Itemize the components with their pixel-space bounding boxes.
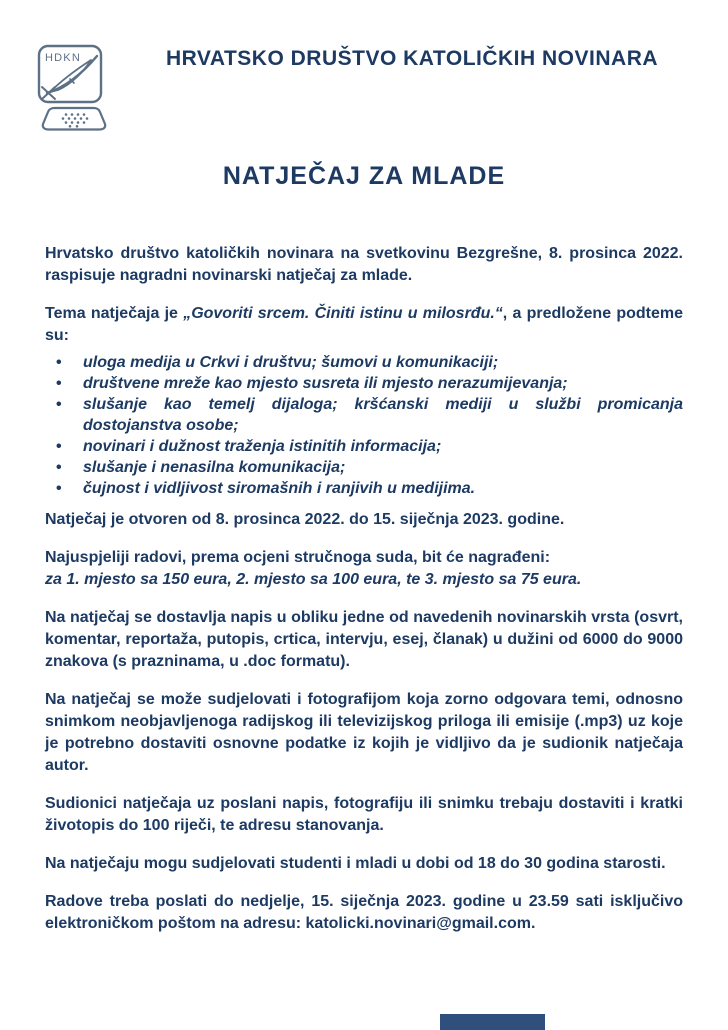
subtopic-item: • slušanje kao temelj dijaloga; kršćanski mediji u službi promicanja dostojanstva osobe; xyxy=(45,394,683,436)
paragraph-theme xyxy=(45,303,683,347)
deadline-period: . xyxy=(530,915,536,932)
hdkn-logo xyxy=(36,43,112,133)
subtopic-item: • slušanje i nenasilna komunikacija; xyxy=(45,457,683,478)
paragraph-awards xyxy=(45,547,683,591)
subtopic-item: • novinari i dužnost traženja istinitih informacija; xyxy=(45,436,683,457)
theme-prefix: Tema natječaja je xyxy=(45,305,184,322)
quill-monitor-keyboard-icon xyxy=(36,43,112,133)
awards-intro: Najuspjeliji radovi, prema ocjeni stručnoga suda, bit će nagrađeni: xyxy=(45,549,551,566)
awards-detail: za 1. mjesto sa 150 eura, 2. mjesto sa 100 eura, te 3. mjesto sa 75 eura. xyxy=(45,571,582,588)
paragraph-eligibility: Na natječaju mogu sudjelovati studenti i mladi u dobi od 18 do 30 godina starosti. xyxy=(45,855,666,872)
organization-name: HRVATSKO DRUŠTVO KATOLIČKIH NOVINARA xyxy=(165,47,659,70)
quill-body xyxy=(50,60,91,92)
paragraph-biography: Sudionici natječaja uz poslani napis, fotografiju ili snimku trebaju dostaviti i kratki životopis do 100 riječi, te adresu stanovanja. xyxy=(45,795,683,834)
subtopic-item: • društvene mreže kao mjesto susreta ili mjesto nerazumijevanja; xyxy=(45,373,683,394)
subtopic-item: • čujnost i vidljivost siromašnih i ranjivih u medijima. xyxy=(45,478,683,499)
footer-bar xyxy=(440,1014,545,1030)
paragraph-deadline xyxy=(45,891,683,935)
subtopic-item: • uloga medija u Crkvi i društvu; šumovi u komunikaciji; xyxy=(45,352,683,373)
paragraph-open-period: Natječaj je otvoren od 8. prosinca 2022. do 15. siječnja 2023. godine. xyxy=(45,511,565,528)
paragraph-intro: Hrvatsko društvo katoličkih novinara na svetkovinu Bezgrešne, 8. prosinca 2022. raspisuje nagradni novinarski natječaj za mlade. xyxy=(45,245,683,284)
nib-cross xyxy=(42,87,55,99)
document-body xyxy=(45,243,683,951)
theme-quote: „Govoriti srcem. Činiti istinu u milosrđu.“ xyxy=(183,305,503,322)
email-address: katolicki.novinari@gmail.com xyxy=(305,915,531,932)
paragraph-formats: Na natječaj se dostavlja napis u obliku jedne od navedenih novinarskih vrsta (osvrt, komentar, reportaža, putopis, crtica, intervju, esej, članak) u dužini od 6000 do 9000 znakova (s prazninama, u .doc formatu). xyxy=(45,609,683,670)
page-title: NATJEČAJ ZA MLADE xyxy=(222,162,506,190)
subtopics-list xyxy=(45,352,683,499)
paragraph-media: Na natječaj se može sudjelovati i fotografijom koja zorno odgovara temi, odnosno snimkom neobjavljenoga radijskog ili televizijskog priloga ili emisije (.mp3) uz koje je potrebno dostaviti osnovne podatke iz kojih je vidljivo da je sudionik natječaja autor. xyxy=(45,691,683,774)
logo-acronym: HDKN xyxy=(45,52,81,64)
deadline-text: Radove treba poslati do nedjelje, 15. siječnja 2023. godine u 23.59 sati isključivo elektroničkom poštom na adresu: xyxy=(45,893,683,932)
theme-suffix: , a predložene podteme su: xyxy=(45,305,684,344)
keyboard-dots xyxy=(62,113,89,127)
